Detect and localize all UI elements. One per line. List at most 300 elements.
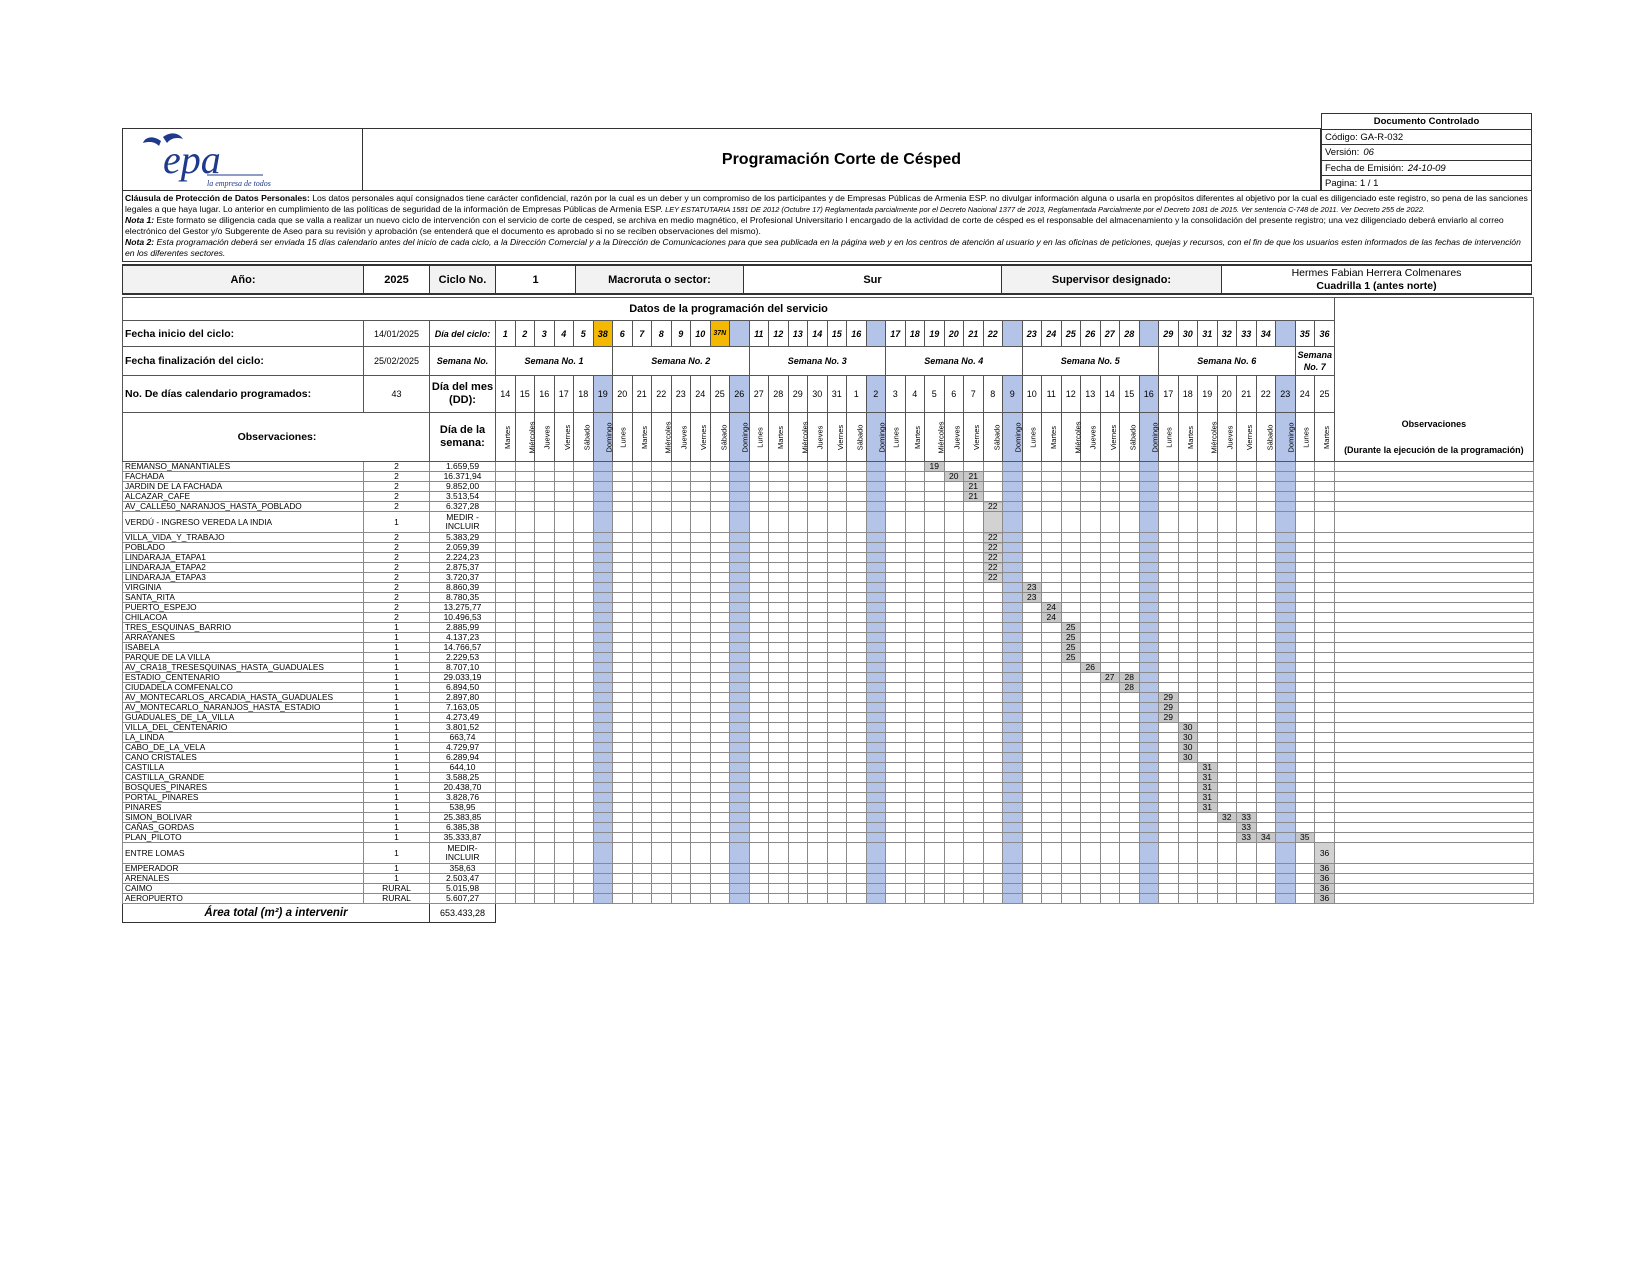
- day-cell: [574, 703, 594, 713]
- day-cell: [847, 864, 867, 874]
- day-cell: [1276, 813, 1296, 823]
- day-cell: [866, 723, 886, 733]
- day-cell: [1139, 502, 1159, 512]
- scheduled-day-mark: 20: [944, 472, 964, 482]
- day-cell: [847, 843, 867, 864]
- day-cell: [1022, 733, 1042, 743]
- day-cell: [1159, 813, 1179, 823]
- day-cell: [515, 783, 535, 793]
- day-cell: [652, 813, 672, 823]
- day-cell: [1256, 884, 1276, 894]
- day-cell: [866, 673, 886, 683]
- day-cell: [1159, 653, 1179, 663]
- day-cell: [847, 833, 867, 843]
- day-cell: [847, 502, 867, 512]
- scheduled-day-mark: 22: [983, 573, 1003, 583]
- day-cell: [1120, 783, 1140, 793]
- day-cell: [1061, 813, 1081, 823]
- day-cell: [866, 482, 886, 492]
- day-cell: [1139, 573, 1159, 583]
- day-cell: [1256, 613, 1276, 623]
- day-cell: [1081, 703, 1101, 713]
- day-cell: [1178, 683, 1198, 693]
- day-cell: [1042, 573, 1062, 583]
- day-cell: [769, 743, 789, 753]
- month-day: 25: [1315, 376, 1335, 413]
- day-cell: [1100, 864, 1120, 874]
- day-cell: [788, 553, 808, 563]
- day-cell: [944, 843, 964, 864]
- day-cell: [925, 482, 945, 492]
- day-cell: [535, 874, 555, 884]
- day-cell: [827, 492, 847, 502]
- day-cell: [535, 803, 555, 813]
- day-cell: [613, 703, 633, 713]
- day-cell: [1256, 793, 1276, 803]
- page-row: Pagina: 1 / 1: [1325, 178, 1379, 189]
- day-cell: [671, 833, 691, 843]
- day-cell: [1100, 773, 1120, 783]
- sector-name: ENTRE LOMAS: [123, 843, 364, 864]
- day-cell: [1081, 543, 1101, 553]
- cycle-day: 19: [925, 321, 945, 347]
- day-cell: [866, 543, 886, 553]
- weekday: [905, 413, 925, 462]
- day-cell: [1276, 573, 1296, 583]
- table-row: [123, 593, 1534, 603]
- day-cell: [847, 462, 867, 472]
- day-cell: [593, 783, 613, 793]
- day-cell: [632, 683, 652, 693]
- day-cell: [613, 693, 633, 703]
- day-cell: [1139, 884, 1159, 894]
- day-cell: [886, 653, 906, 663]
- day-cell: [710, 743, 730, 753]
- day-cell: [847, 492, 867, 502]
- day-cell: [925, 713, 945, 723]
- week-label: Semana No. 5: [1022, 347, 1159, 376]
- weekday-name: Sábado: [1264, 424, 1274, 451]
- day-cell: [749, 603, 769, 613]
- day-cell: [730, 713, 750, 723]
- day-cell: [1022, 864, 1042, 874]
- day-cell: [925, 843, 945, 864]
- cycle-day: 35: [1295, 321, 1315, 347]
- day-cell: [1198, 573, 1218, 583]
- day-cell: [1315, 462, 1335, 472]
- day-cell: [964, 613, 984, 623]
- day-cell: [1237, 593, 1257, 603]
- day-cell: [925, 884, 945, 894]
- day-cell: [1061, 703, 1081, 713]
- day-cell: [905, 512, 925, 533]
- day-cell: [515, 633, 535, 643]
- day-cell: [710, 864, 730, 874]
- day-cell: [730, 703, 750, 713]
- day-cell: [1256, 593, 1276, 603]
- day-cell: [1061, 773, 1081, 783]
- day-cell: [1022, 633, 1042, 643]
- day-cell: [652, 833, 672, 843]
- day-cell: [632, 723, 652, 733]
- cycle-day: 37N: [710, 321, 730, 347]
- day-cell: [886, 723, 906, 733]
- day-cell: [1315, 553, 1335, 563]
- day-cell: [1042, 894, 1062, 904]
- day-cell: [1081, 482, 1101, 492]
- day-cell: [671, 492, 691, 502]
- day-cell: [671, 673, 691, 683]
- day-cell: [1022, 533, 1042, 543]
- day-cell: [1295, 663, 1315, 673]
- day-cell: [964, 512, 984, 533]
- weekday: [1217, 413, 1237, 462]
- day-cell: [691, 653, 711, 663]
- day-cell: [1159, 884, 1179, 894]
- weekday-name: Jueves: [1224, 425, 1234, 450]
- table-row: [123, 462, 1534, 472]
- weekday-name: Lunes: [618, 427, 628, 448]
- day-cell: [1003, 803, 1023, 813]
- day-cell: [613, 884, 633, 894]
- day-cell: [1003, 603, 1023, 613]
- day-cell: [1295, 543, 1315, 553]
- day-cell: [905, 874, 925, 884]
- day-cell: [866, 593, 886, 603]
- day-cell: [1295, 793, 1315, 803]
- day-cell: [1003, 573, 1023, 583]
- day-cell: [710, 543, 730, 553]
- day-cell: [1022, 653, 1042, 663]
- start-value: 14/01/2025: [364, 321, 430, 347]
- cycle-info-bar: [122, 264, 1532, 295]
- day-cell: [905, 793, 925, 803]
- weekday: [554, 413, 574, 462]
- scheduled-day-mark: 23: [1022, 583, 1042, 593]
- day-cell: [1042, 743, 1062, 753]
- day-cell: [925, 663, 945, 673]
- day-cell: [1022, 713, 1042, 723]
- month-day: 20: [1217, 376, 1237, 413]
- frequency: 1: [364, 733, 430, 743]
- day-cell: [574, 663, 594, 673]
- day-cell: [749, 813, 769, 823]
- days-value: 43: [364, 376, 430, 413]
- day-cell: [1276, 583, 1296, 593]
- area: 2.059,39: [430, 543, 496, 553]
- day-cell: [1198, 603, 1218, 613]
- day-cell: [691, 573, 711, 583]
- day-cell: [964, 533, 984, 543]
- sector-name: SIMON_BOLIVAR: [123, 813, 364, 823]
- day-cell: [925, 613, 945, 623]
- cycle-day: 4: [554, 321, 574, 347]
- table-row: [123, 743, 1534, 753]
- day-cell: [496, 884, 516, 894]
- day-cell: [1003, 653, 1023, 663]
- month-day: 15: [1120, 376, 1140, 413]
- day-cell: [535, 793, 555, 803]
- day-cell: [613, 633, 633, 643]
- table-row: [123, 783, 1534, 793]
- day-cell: [1295, 583, 1315, 593]
- day-cell: [866, 693, 886, 703]
- controlled-label: Documento Controlado: [1322, 114, 1531, 130]
- day-cell: [1295, 894, 1315, 904]
- day-cell: [1100, 723, 1120, 733]
- day-cell: [1003, 783, 1023, 793]
- area: 7.163,05: [430, 703, 496, 713]
- day-cell: [1022, 673, 1042, 683]
- day-cell: [1295, 723, 1315, 733]
- day-cell: [613, 502, 633, 512]
- day-cell: [1217, 623, 1237, 633]
- day-cell: [925, 874, 945, 884]
- note-2: Nota 2: Esta programación deberá ser enviada 15 días calendario antes del inicio de cada ciclo, a la Dirección Comercial y a la Dirección de Comunicaciones para que sea publicada en la página web y en los centros de atención al usuario y en las oficinas de peticiones, quejas y recursos, con el fin de que los usuarios esten informados de las fechas de intervención en los diferentes sectores.: [125, 237, 1521, 258]
- day-cell: [632, 733, 652, 743]
- day-cell: [593, 874, 613, 884]
- day-cell: [1315, 653, 1335, 663]
- table-row: [123, 894, 1534, 904]
- day-cell: [1217, 482, 1237, 492]
- day-cell: [1081, 653, 1101, 663]
- day-cell: [788, 533, 808, 543]
- day-cell: [554, 502, 574, 512]
- sector-name: CANO CRISTALES: [123, 753, 364, 763]
- day-cell: [749, 553, 769, 563]
- day-cell: [1276, 482, 1296, 492]
- day-cell: [632, 563, 652, 573]
- day-cell: [632, 823, 652, 833]
- weekday: [1256, 413, 1276, 462]
- weekday: [983, 413, 1003, 462]
- day-cell: [944, 703, 964, 713]
- day-cell: [1061, 793, 1081, 803]
- day-cell: [1042, 763, 1062, 773]
- day-cell: [1198, 663, 1218, 673]
- weekday: [730, 413, 750, 462]
- day-cell: [944, 663, 964, 673]
- day-cell: [1081, 864, 1101, 874]
- day-cell: [808, 553, 828, 563]
- weekday: [1120, 413, 1140, 462]
- day-cell: [1178, 633, 1198, 643]
- day-cell: [1295, 563, 1315, 573]
- day-cell: [1061, 874, 1081, 884]
- day-cell: [496, 713, 516, 723]
- area: 20.438,70: [430, 783, 496, 793]
- day-cell: [1276, 472, 1296, 482]
- day-cell: [652, 623, 672, 633]
- month-day: 14: [1100, 376, 1120, 413]
- day-cell: [925, 472, 945, 482]
- day-cell: [632, 874, 652, 884]
- day-cell: [515, 583, 535, 593]
- day-cell: [1081, 874, 1101, 884]
- day-cell: [827, 733, 847, 743]
- table-row: [123, 803, 1534, 813]
- day-cell: [632, 603, 652, 613]
- day-cell: [944, 563, 964, 573]
- day-cell: [1100, 783, 1120, 793]
- observation-cell: [1335, 583, 1534, 593]
- scheduled-day-mark: 29: [1159, 693, 1179, 703]
- month-day-row: [123, 376, 1534, 413]
- day-cell: [1315, 573, 1335, 583]
- day-cell: [866, 653, 886, 663]
- day-cell: [1003, 553, 1023, 563]
- day-cell: [1198, 683, 1218, 693]
- day-cell: [1100, 573, 1120, 583]
- day-cell: [515, 573, 535, 583]
- day-cell: [1198, 813, 1218, 823]
- day-cell: [1315, 543, 1335, 553]
- day-cell: [710, 813, 730, 823]
- area: 13.275,77: [430, 603, 496, 613]
- day-cell: [808, 763, 828, 773]
- observation-cell: [1335, 573, 1534, 583]
- weekday-label: Día de la semana:: [430, 413, 496, 462]
- table-row: [123, 713, 1534, 723]
- day-cell: [1256, 633, 1276, 643]
- day-cell: [554, 743, 574, 753]
- day-cell: [496, 553, 516, 563]
- frequency: 1: [364, 673, 430, 683]
- sector-name: PUERTO_ESPEJO: [123, 603, 364, 613]
- day-cell: [1100, 663, 1120, 673]
- scheduled-day-mark: 22: [983, 543, 1003, 553]
- day-cell: [1159, 593, 1179, 603]
- table-row: [123, 633, 1534, 643]
- day-cell: [613, 843, 633, 864]
- day-cell: [808, 482, 828, 492]
- table-row: [123, 773, 1534, 783]
- day-cell: [1100, 603, 1120, 613]
- day-cell: [593, 864, 613, 874]
- day-cell: [496, 874, 516, 884]
- day-cell: [1042, 823, 1062, 833]
- day-cell: [847, 603, 867, 613]
- day-cell: [1100, 533, 1120, 543]
- day-cell: [905, 703, 925, 713]
- cycle-day: [1139, 321, 1159, 347]
- day-cell: [1256, 502, 1276, 512]
- day-cell: [769, 543, 789, 553]
- day-cell: [1217, 823, 1237, 833]
- day-cell: [515, 894, 535, 904]
- day-cell: [613, 813, 633, 823]
- day-cell: [905, 673, 925, 683]
- day-cell: [749, 512, 769, 533]
- day-cell: [1237, 543, 1257, 553]
- day-cell: [1120, 482, 1140, 492]
- day-cell: [1139, 583, 1159, 593]
- day-cell: [496, 613, 516, 623]
- day-cell: [847, 693, 867, 703]
- sector-name: CHILACOA: [123, 613, 364, 623]
- cycle-day: 14: [808, 321, 828, 347]
- day-cell: [535, 703, 555, 713]
- day-cell: [1139, 663, 1159, 673]
- day-cell: [964, 884, 984, 894]
- day-cell: [1237, 462, 1257, 472]
- day-cell: [847, 553, 867, 563]
- day-cell: [1159, 823, 1179, 833]
- cycle-day: 25: [1061, 321, 1081, 347]
- day-cell: [554, 864, 574, 874]
- day-cell: [1295, 813, 1315, 823]
- day-cell: [652, 573, 672, 583]
- cycle-day: 18: [905, 321, 925, 347]
- day-cell: [827, 673, 847, 683]
- day-cell: [1256, 512, 1276, 533]
- table-row: [123, 733, 1534, 743]
- day-cell: [905, 693, 925, 703]
- day-cell: [691, 633, 711, 643]
- observation-cell: [1335, 492, 1534, 502]
- observation-cell: [1335, 593, 1534, 603]
- day-cell: [730, 583, 750, 593]
- month-day: 23: [671, 376, 691, 413]
- day-cell: [847, 643, 867, 653]
- day-cell: [1139, 543, 1159, 553]
- day-cell: [710, 633, 730, 643]
- day-cell: [925, 543, 945, 553]
- day-cell: [808, 843, 828, 864]
- table-row: [123, 553, 1534, 563]
- table-row: [123, 573, 1534, 583]
- frequency: 1: [364, 833, 430, 843]
- table-row: [123, 693, 1534, 703]
- day-cell: [1198, 653, 1218, 663]
- cycle-day: 20: [944, 321, 964, 347]
- day-cell: [827, 643, 847, 653]
- area: 6.894,50: [430, 683, 496, 693]
- table-row: [123, 723, 1534, 733]
- observation-cell: [1335, 733, 1534, 743]
- month-day: 24: [1295, 376, 1315, 413]
- weekday-name: Jueves: [678, 425, 688, 450]
- day-cell: [691, 823, 711, 833]
- scheduled-day-mark: 31: [1198, 763, 1218, 773]
- day-cell: [1217, 723, 1237, 733]
- observation-cell: [1335, 512, 1534, 533]
- day-cell: [1022, 723, 1042, 733]
- day-cell: [1081, 793, 1101, 803]
- cycle-day: 9: [671, 321, 691, 347]
- day-cell: [496, 663, 516, 673]
- day-cell: [1315, 623, 1335, 633]
- day-cell: [886, 753, 906, 763]
- frequency: 1: [364, 753, 430, 763]
- day-cell: [827, 894, 847, 904]
- day-cell: [613, 533, 633, 543]
- day-cell: [886, 563, 906, 573]
- end-label: Fecha finalización del ciclo:: [123, 347, 364, 376]
- weekday-name: Miércoles: [527, 421, 537, 454]
- day-cell: [652, 663, 672, 673]
- day-cell: [925, 763, 945, 773]
- day-cell: [1159, 553, 1179, 563]
- day-cell: [632, 623, 652, 633]
- day-cell: [1061, 502, 1081, 512]
- day-cell: [886, 633, 906, 643]
- weekday: [964, 413, 984, 462]
- day-cell: [827, 653, 847, 663]
- cycle-value: 1: [496, 266, 576, 293]
- day-cell: [574, 763, 594, 773]
- day-cell: [1178, 713, 1198, 723]
